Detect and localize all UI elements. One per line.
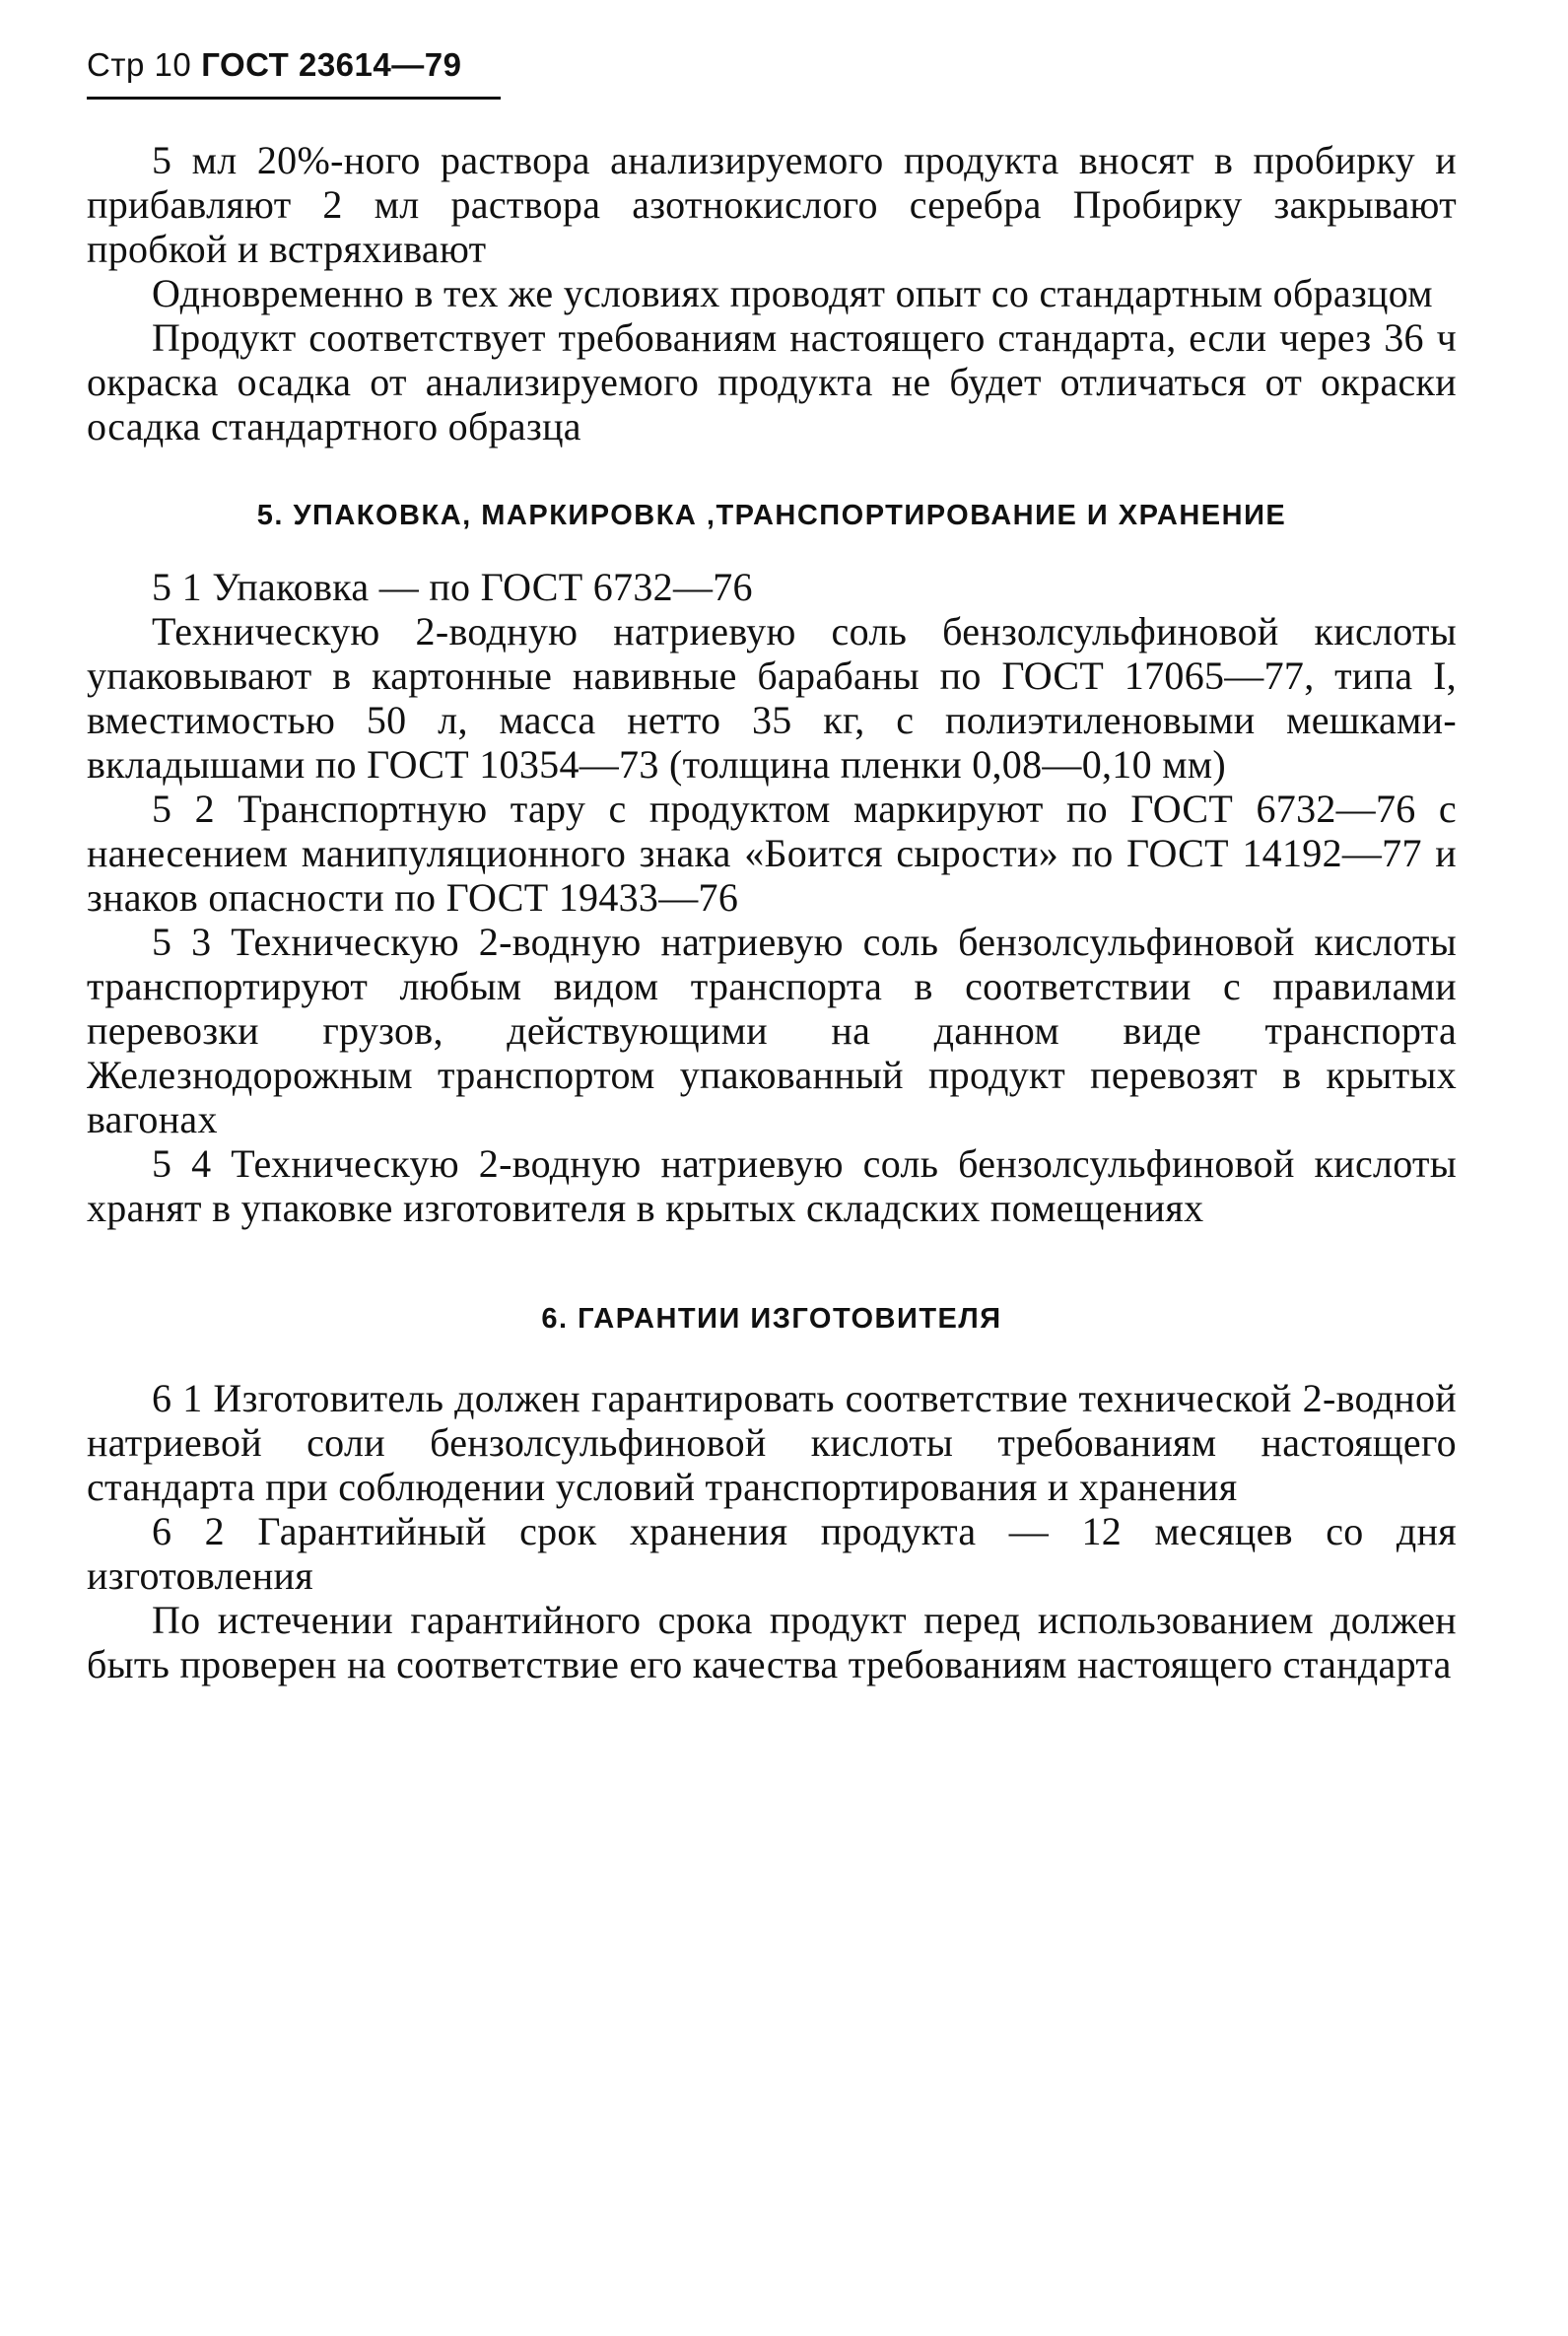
section-5-heading: 5. УПАКОВКА, МАРКИРОВКА ,ТРАНСПОРТИРОВАНИЕ И ХРАНЕНИЕ bbox=[256, 500, 1287, 531]
clause-5-3: 5 3 Техническую 2-водную натриевую соль бензолсульфиновой кислоты транспортируют любым видом транспорта в соответствии с правилами перевозки грузов, действующими на данном виде транспорта Железнодорожным транспортом упакованный продукт перевозят в крытых вагонах bbox=[87, 920, 1457, 1141]
clause-5-4: 5 4 Техническую 2-водную натриевую соль бензолсульфиновой кислоты хранят в упаковке изготовителя в крытых складских помещениях bbox=[87, 1141, 1457, 1230]
clause-5-1-text: Техническую 2-водную натриевую соль бензолсульфиновой кислоты упаковывают в картонные навивные барабаны по ГОСТ 17065—77, типа I, вместимостью 50 л, масса нетто 35 кг, с полиэтиленовыми мешками-вкладышами по ГОСТ 10354—73 (толщина пленки 0,08—0,10 мм) bbox=[87, 609, 1457, 787]
clause-5-2: 5 2 Транспортную тару с продуктом маркируют по ГОСТ 6732—76 с нанесением манипуляционного знака «Боится сырости» по ГОСТ 14192—77 и знаков опасности по ГОСТ 19433—76 bbox=[87, 787, 1457, 920]
intro-paragraph-1: 5 мл 20%-ного раствора анализируемого продукта вносят в пробирку и прибавляют 2 мл раствора азотнокислого серебра Пробирку закрывают пробкой и встряхивают bbox=[87, 138, 1457, 271]
page-body bbox=[87, 138, 1457, 1686]
standard-number: ГОСТ 23614—79 bbox=[201, 46, 462, 83]
clause-6-2: 6 2 Гарантийный срок хранения продукта — 12 месяцев со дня изготовления bbox=[87, 1509, 1457, 1598]
page-number: Стр 10 bbox=[87, 46, 192, 83]
intro-paragraph-3: Продукт соответствует требованиям настоящего стандарта, если через 36 ч окраска осадка от анализируемого продукта не будет отличаться от окраски осадка стандартного образца bbox=[87, 315, 1457, 448]
clause-6-1: 6 1 Изготовитель должен гарантировать соответствие технической 2-водной натриевой соли бензолсульфиновой кислоты требованиям настоящего стандарта при соблюдении условий транспортирования и хранения bbox=[87, 1376, 1457, 1509]
intro-paragraph-2: Одновременно в тех же условиях проводят опыт со стандартным образцом bbox=[152, 271, 1433, 315]
page-header bbox=[87, 45, 501, 100]
clause-5-1: 5 1 Упаковка — по ГОСТ 6732—76 bbox=[152, 565, 753, 609]
section-6-heading: 6. ГАРАНТИИ ИЗГОТОВИТЕЛЯ bbox=[541, 1303, 1002, 1335]
clause-6-2-note: По истечении гарантийного срока продукт перед использованием должен быть проверен на соответствие его качества требованиям настоящего стандарта bbox=[87, 1598, 1457, 1686]
